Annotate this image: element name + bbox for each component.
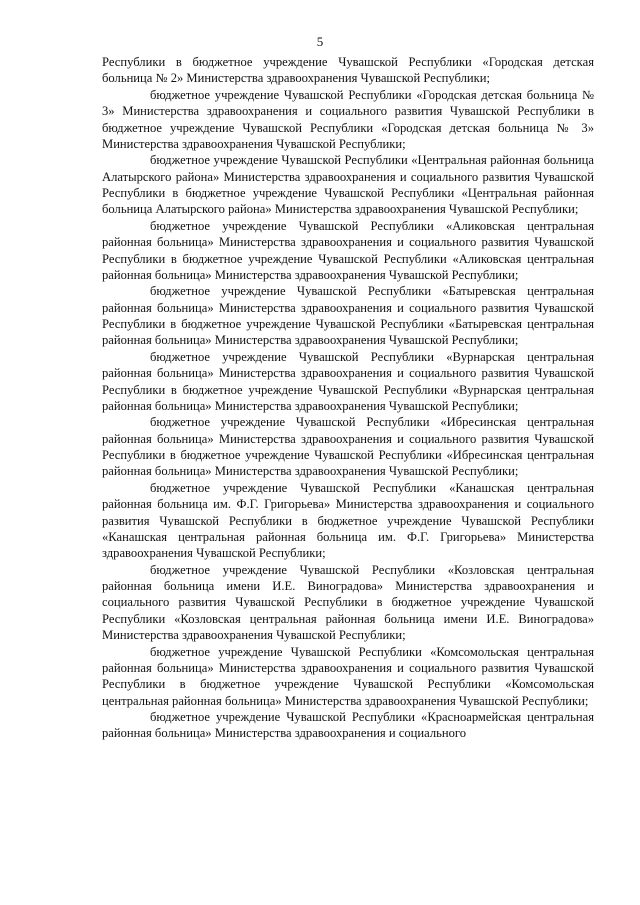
paragraph-kanash-hospital: бюджетное учреждение Чувашской Республики «Канашская центральная районная больница им. Ф.Г. Григорьева» Министерства здравоохранения и социального развития Чувашской Республики в бюджетное учреждение Чувашской Республики «Канашская центральная районная больница им. Ф.Г. Григорьева» Министерства здравоохранения Чувашской Республики; [102,480,594,561]
page-number: 5 [316,34,324,49]
paragraph-alatyr-hospital: бюджетное учреждение Чувашской Республики «Центральная районная больница Алатырского района» Министерства здравоохранения и социального развития Чувашской Республики в бюджетное учреждение Чувашской Республики «Центральная районная больница Алатырского района» Министерства здравоохранения Чувашской Республики; [102,153,594,217]
paragraph-komsomolskoye-hospital: бюджетное учреждение Чувашской Республики «Комсомольская центральная районная больница» Министерства здравоохранения и социального развития Чувашской Республики в бюджетное учреждение Чувашской Республики «Комсомольская центральная районная больница» Министерства здравоохранения Чувашской Республики; [102,644,594,708]
paragraph-vurnary-hospital: бюджетное учреждение Чувашской Республики «Вурнарская центральная районная больница» Министерства здравоохранения и социального развития Чувашской Республики в бюджетное учреждение Чувашской Республики «Вурнарская центральная районная больница» Министерства здравоохранения Чувашской Республики; [102,349,594,413]
paragraph-batyrevo-hospital: бюджетное учреждение Чувашской Республики «Батыревская центральная районная больница» Министерства здравоохранения и социального развития Чувашской Республики в бюджетное учреждение Чувашской Республики «Батыревская центральная районная больница» Министерства здравоохранения Чувашской Республики; [102,284,594,348]
paragraph-krasnoarmeyskoye-hospital: бюджетное учреждение Чувашской Республики «Красноармейская центральная районная больница» Министерства здравоохранения и социального [102,710,594,741]
paragraph-kozlovka-hospital: бюджетное учреждение Чувашской Республики «Козловская центральная районная больница имени И.Е. Виноградова» Министерства здравоохранения и социального развития Чувашской Республики в бюджетное учреждение Чувашской Республики «Козловская центральная районная больница имени И.Е. Виноградова» Министерства здравоохранения Чувашской Республики; [102,562,594,643]
paragraph-ibresi-hospital: бюджетное учреждение Чувашской Республики «Ибресинская центральная районная больница» Министерства здравоохранения и социального развития Чувашской Республики в бюджетное учреждение Чувашской Республики «Ибресинская центральная районная больница» Министерства здравоохранения Чувашской Республики; [102,415,594,479]
paragraph-childrens-hospital-3: бюджетное учреждение Чувашской Республики «Городская детская больница № 3» Министерства здравоохранения и социального развития Чувашской Республики в бюджетное учреждение Чувашской Республики «Городская детская больница № 3» Министерства здравоохранения Чувашской Республики; [102,87,594,151]
paragraph-alikovo-hospital: бюджетное учреждение Чувашской Республики «Аликовская центральная районная больница» Министерства здравоохранения и социального развития Чувашской Республики в бюджетное учреждение Чувашской Республики «Аликовская центральная районная больница» Министерства здравоохранения Чувашской Республики; [102,218,594,282]
paragraph-continued: Республики в бюджетное учреждение Чувашской Республики «Городская детская больница № 2» Министерства здравоохранения Чувашской Республики; [102,55,594,86]
document-body [102,54,594,742]
